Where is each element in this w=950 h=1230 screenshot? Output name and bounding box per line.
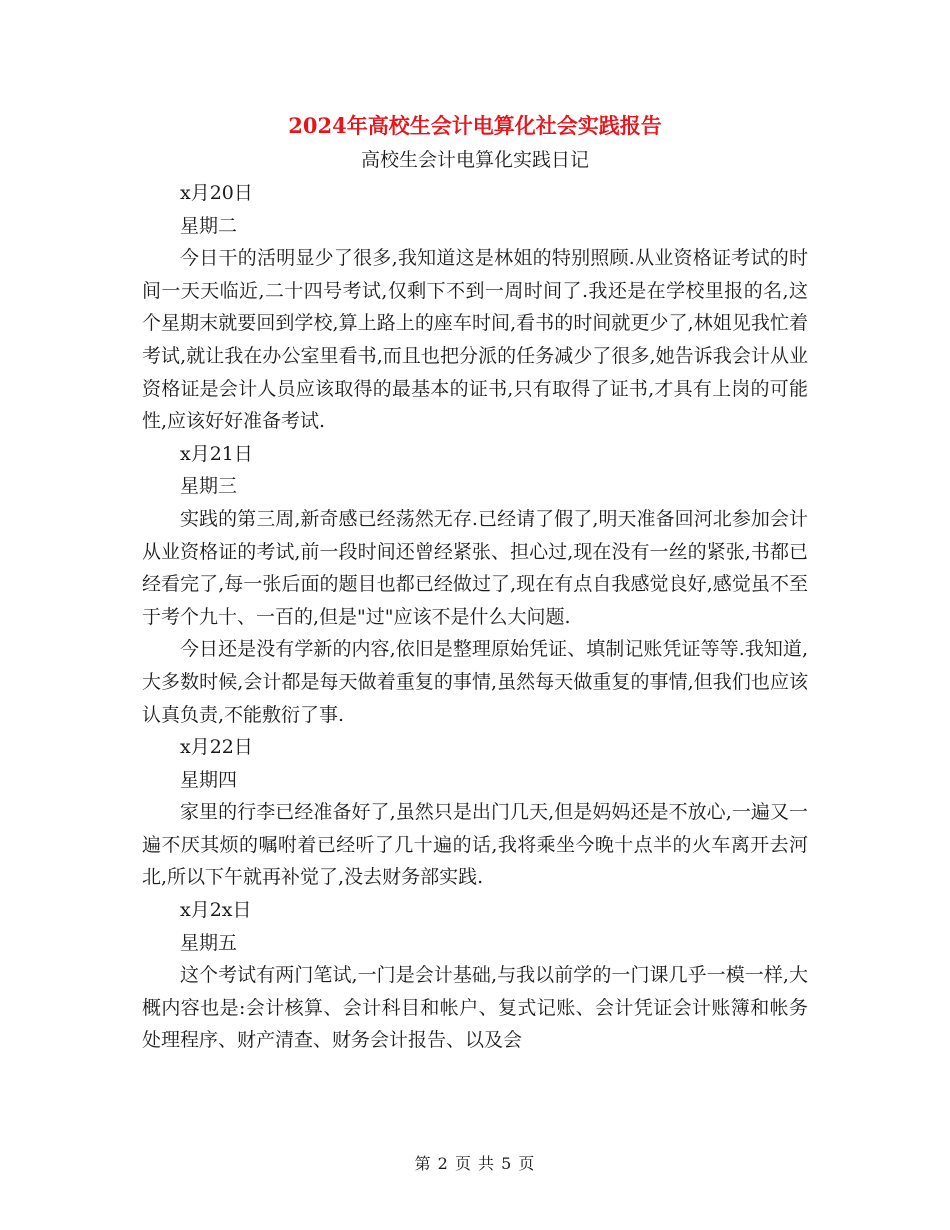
body-paragraph: 今日还是没有学新的内容,依旧是整理原始凭证、填制记账凭证等等.我知道,大多数时候,会计都是每天做着重复的事情,虽然每天做重复的事情,但我们也应该认真负责,不能敷衍了事. xyxy=(142,638,808,726)
diary-weekday: 星期二 xyxy=(180,214,238,237)
diary-date: x月20日 xyxy=(180,182,253,204)
body-paragraph: 实践的第三周,新奇感已经荡然无存.已经请了假了,明天准备回河北参加会计从业资格证的考试,前一段时间还曾经紧张、担心过,现在没有一丝的紧张,书都已经看完了,每一张后面的题目也都已经做过了,现在有点自我感觉良好,感觉虽不至于考个九十、一百的,但是"过"应该不是什么大问题. xyxy=(142,507,808,628)
body-paragraph: 今日干的活明显少了很多,我知道这是林姐的特别照顾.从业资格证考试的时间一天天临近,二十四号考试,仅剩下不到一周时间了.我还是在学校里报的名,这个星期末就要回到学校,算上路上的座车时间,看书的时间就更少了,林姐见我忙着考试,就让我在办公室里看书,而且也把分派的任务减少了很多,她告诉我会计从业资格证是会计人员应该取得的最基本的证书,只有取得了证书,才具有上岗的可能性,应该好好准备考试. xyxy=(142,247,808,433)
body-paragraph: 这个考试有两门笔试,一门是会计基础,与我以前学的一门课几乎一模一样,大概内容也是:会计核算、会计科目和帐户、复式记账、会计凭证会计账簿和帐务处理程序、财产清查、财务会计报告、以及会 xyxy=(142,964,808,1052)
document-subtitle: 高校生会计电算化实践日记 xyxy=(360,149,589,171)
diary-weekday: 星期四 xyxy=(180,768,238,791)
document-body xyxy=(142,177,808,1057)
page-number-footer: 第 2 页 共 5 页 xyxy=(414,1154,536,1173)
document-title: 2024年高校生会计电算化社会实践报告 xyxy=(288,113,662,138)
diary-weekday: 星期五 xyxy=(180,931,238,954)
diary-date: x月2x日 xyxy=(180,899,252,922)
diary-date: x月22日 xyxy=(180,736,253,759)
diary-weekday: 星期三 xyxy=(180,475,238,498)
body-paragraph: 家里的行李已经准备好了,虽然只是出门几天,但是妈妈还是不放心,一遍又一遍不厌其烦的嘱咐着已经听了几十遍的话,我将乘坐今晚十点半的火车离开去河北,所以下午就再补觉了,没去财务部实践. xyxy=(142,801,808,889)
diary-date: x月21日 xyxy=(180,442,253,465)
